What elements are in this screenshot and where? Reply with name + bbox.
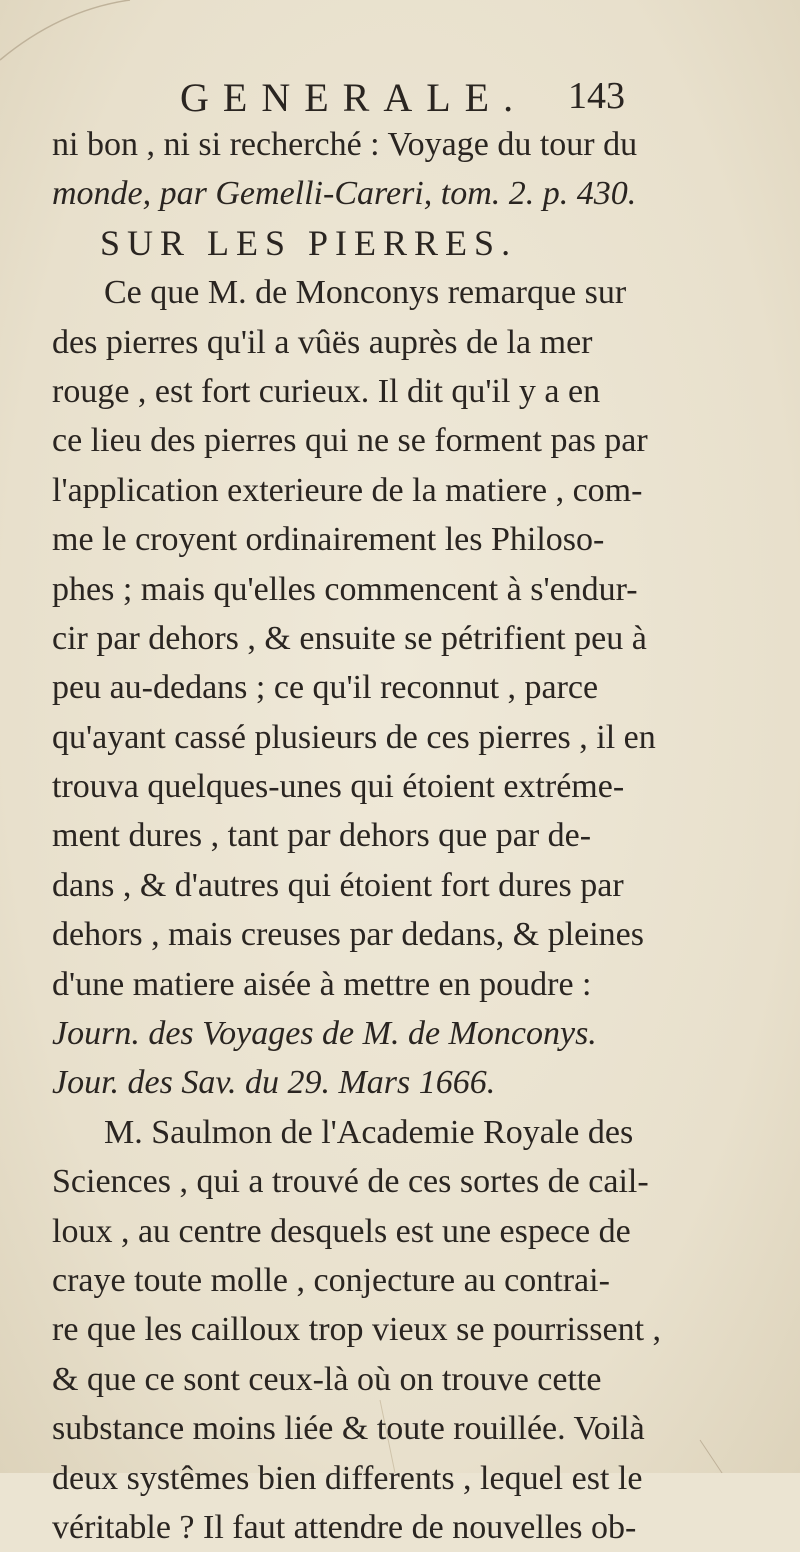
text-line: loux , au centre desquels est une espece de — [52, 1212, 631, 1250]
text-line: Sciences , qui a trouvé de ces sortes de cail- — [52, 1163, 649, 1201]
text-line: cir par dehors , & ensuite se pétrifient peu à — [52, 619, 647, 657]
text-line: Ce que M. de Monconys remarque sur — [104, 274, 627, 312]
text-line: substance moins liée & toute rouillée. Voilà — [52, 1410, 645, 1448]
text-line: véritable ? Il faut attendre de nouvelles ob- — [52, 1508, 637, 1546]
text-line: l'application exterieure de la matiere , com- — [52, 471, 643, 509]
text-line: dans , & d'autres qui étoient fort dures par — [52, 866, 624, 904]
text-line: d'une matiere aisée à mettre en poudre : — [52, 965, 592, 1003]
text-line: me le croyent ordinairement les Philoso- — [52, 521, 605, 559]
text-line: deux systêmes bien differents , lequel est le — [52, 1459, 643, 1497]
text-line: re que les cailloux trop vieux se pourrissent , — [52, 1311, 662, 1349]
text-line: phes ; mais qu'elles commencent à s'endur- — [52, 570, 638, 608]
text-line: dehors , mais creuses par dedans, & pleines — [52, 916, 644, 954]
text-line: & que ce sont ceux-là où on trouve cette — [52, 1360, 602, 1398]
text-line: Jour. des Sav. du 29. Mars 1666. — [52, 1064, 496, 1102]
text-line: trouva quelques-unes qui étoient extréme- — [52, 768, 625, 806]
text-line: ment dures , tant par dehors que par de- — [52, 817, 592, 855]
text-line: Journ. des Voyages de M. de Monconys. — [52, 1015, 597, 1053]
text-line: des pierres qu'il a vûës auprès de la mer — [52, 323, 593, 361]
running-title: GENERALE. — [180, 75, 528, 120]
text-line: ce lieu des pierres qui ne se forment pas par — [52, 422, 648, 460]
text-line: craye toute molle , conjecture au contrai- — [52, 1261, 610, 1299]
text-line: M. Saulmon de l'Academie Royale des — [104, 1113, 634, 1151]
body-text — [52, 120, 768, 1552]
text-line: ni bon , ni si recherché : Voyage du tour du — [52, 126, 638, 163]
page-header — [0, 74, 800, 124]
text-line: rouge , est fort curieux. Il dit qu'il y a en — [52, 372, 601, 410]
section-heading: SUR LES PIERRES. — [100, 222, 518, 263]
text-line: peu au-dedans ; ce qu'il reconnut , parce — [52, 669, 599, 707]
text-line: qu'ayant cassé plusieurs de ces pierres , il en — [52, 718, 656, 756]
page-number: 143 — [568, 75, 625, 117]
text-line: monde, par Gemelli-Careri, tom. 2. p. 430. — [52, 175, 637, 213]
